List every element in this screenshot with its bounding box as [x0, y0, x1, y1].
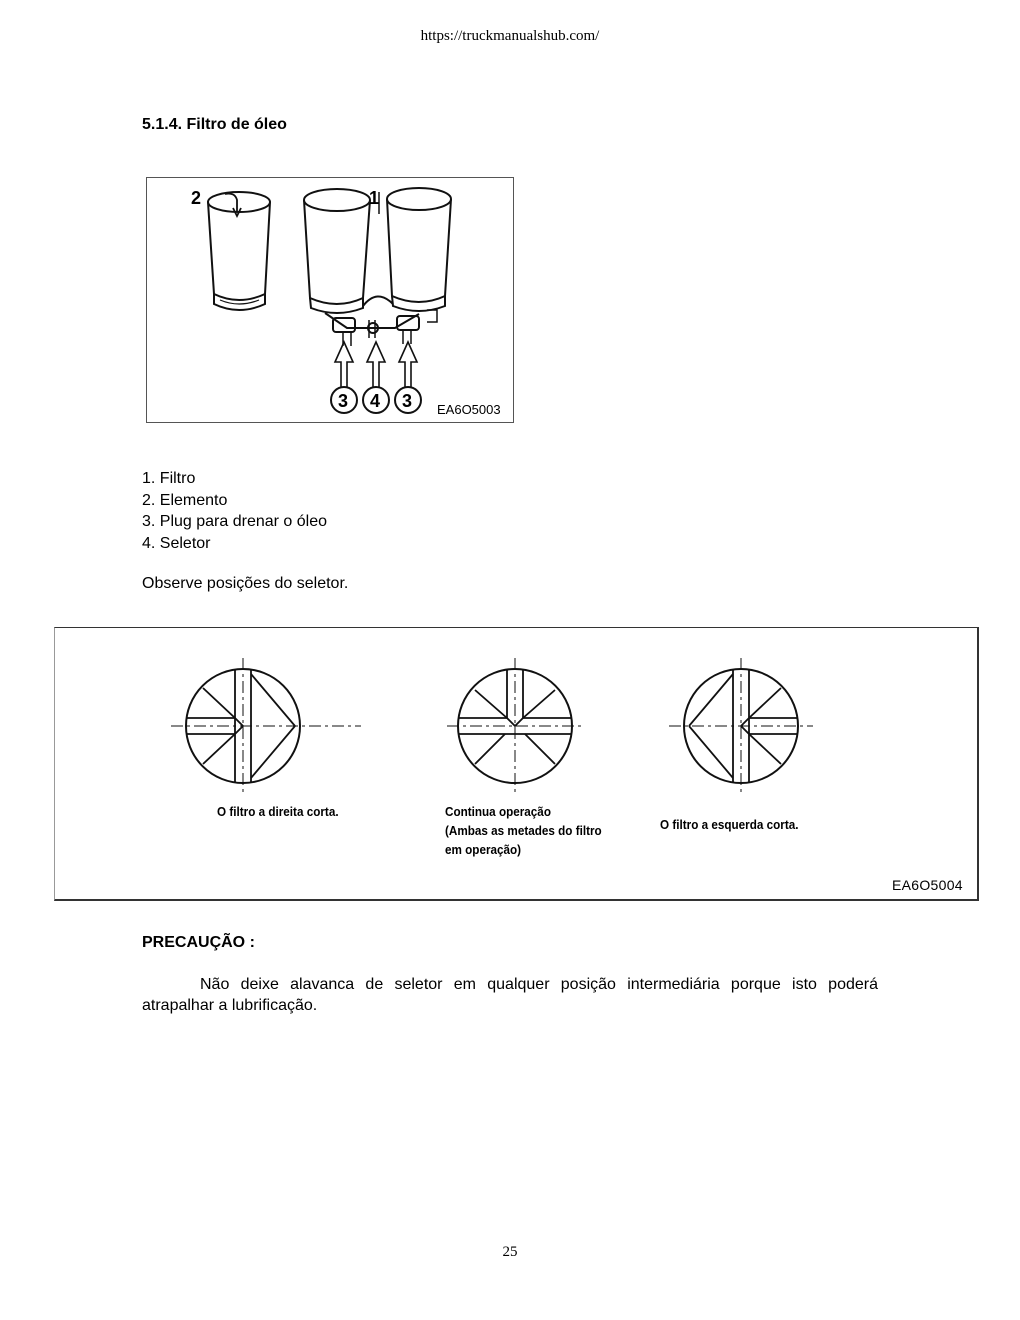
- list-item: 1. Filtro: [142, 470, 196, 487]
- figure2-code: EA6O5004: [892, 877, 963, 893]
- caution-title: PRECAUÇÃO :: [142, 934, 255, 951]
- list-item: 4. Seletor: [142, 534, 211, 552]
- list-item: 3. Plug para drenar o óleo: [142, 513, 328, 530]
- list-item: 2. Elemento: [142, 491, 228, 509]
- caution-text: Não deixe alavanca de seletor em qualquer posição intermediária porque isto poderá atrapalhar a lubrificação.: [142, 976, 878, 1014]
- oil-filter-figure: [146, 177, 514, 423]
- selector-positions-figure: [54, 627, 979, 901]
- selector-left-cut-drawing: [669, 658, 813, 794]
- callout-plug-right-label: 3: [402, 391, 413, 411]
- source-url: https://truckmanualshub.com/: [420, 28, 600, 44]
- caption-line: em operação): [445, 842, 522, 857]
- filter-can-right-drawing: [387, 188, 451, 311]
- section-title: 5.1.4. Filtro de óleo: [142, 116, 287, 133]
- callout-element-label: 2: [191, 188, 202, 208]
- parts-list: [142, 468, 327, 554]
- caption-line: Continua operação: [445, 804, 551, 819]
- callout-filter-label: 1: [369, 188, 380, 208]
- callout-selector-label: 4: [370, 391, 381, 411]
- selector-both-operating-drawing: [447, 658, 583, 794]
- caption-right-filter-cut: O filtro a direita corta.: [217, 804, 339, 819]
- filter-can-left-drawing: [304, 189, 370, 313]
- oil-filter-illustration: [147, 178, 513, 422]
- filter-element-drawing: [208, 192, 270, 310]
- callout-plug-left-label: 3: [338, 391, 349, 411]
- caption-line: (Ambas as metades do filtro: [445, 823, 602, 838]
- page-number: 25: [502, 1244, 518, 1260]
- caption-left-filter-cut: O filtro a esquerda corta.: [660, 817, 799, 832]
- caption-both-operating: [445, 802, 643, 859]
- observe-note: Observe posições do seletor.: [142, 575, 349, 592]
- selector-right-cut-drawing: [171, 658, 361, 794]
- figure1-code: EA6O5003: [437, 402, 501, 417]
